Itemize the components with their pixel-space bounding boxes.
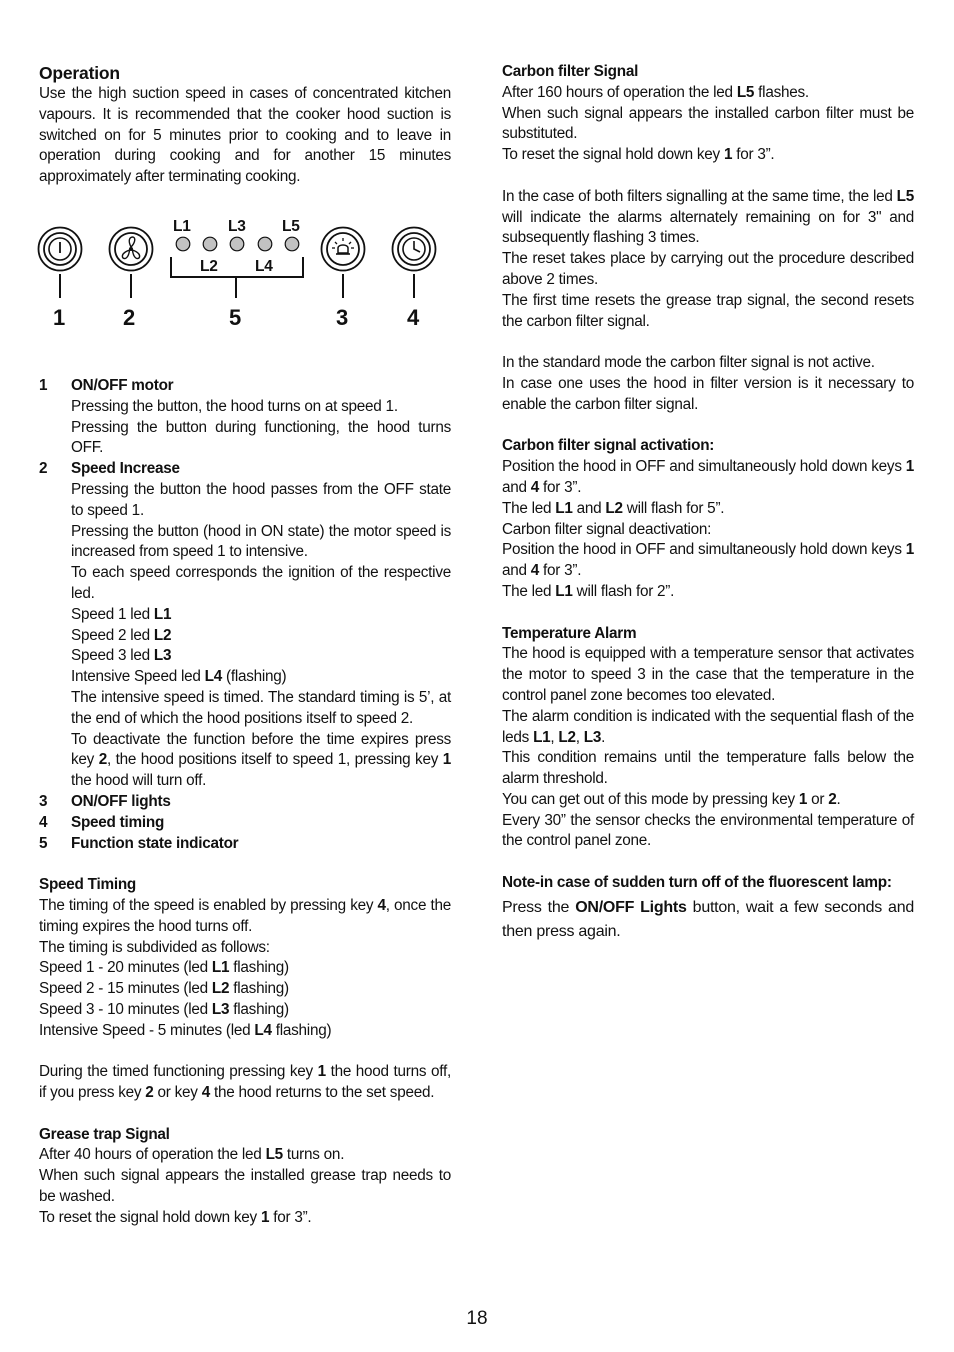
temperature-alarm-title: Temperature Alarm (502, 624, 637, 642)
grease-trap-title: Grease trap Signal (39, 1125, 170, 1143)
key-number-4: 4 (407, 304, 419, 330)
key-number-1: 1 (53, 304, 65, 330)
led-label-l3: L3 (228, 217, 246, 235)
clock-icon (393, 227, 436, 270)
list-item: 2 Speed Increase (39, 460, 180, 478)
control-panel-svg (37, 215, 453, 345)
speed-timing-title: Speed Timing (39, 876, 137, 894)
page-number: 18 (466, 1308, 488, 1329)
light-bulb-icon (322, 227, 365, 270)
control-panel-diagram (37, 215, 449, 345)
key-number-2: 2 (123, 304, 135, 330)
item1-description: Pressing the button, the hood turns on at speed 1. Pressing the button during functioning, the hood turns OFF. (71, 397, 451, 457)
led-label-l1: L1 (173, 217, 191, 235)
list-item: 3 ON/OFF lights (39, 792, 171, 810)
list-item: 5 Function state indicator (39, 834, 239, 852)
carbon-filter-title: Carbon filter Signal (502, 63, 639, 80)
left-column: Operation Use the high suction speed in cases of concentrated kitchen vapours. It is recommended that the cooker hood suction is switched on for 5 minutes prior to cooking and to leave in operation during cooking and for another 15 minutes approximately after terminating cooking. L1 L3 L5 L2 L4 1 2 5 3 4 1 ON/OFF motor Pressing the button, the hood turns on at speed 1. Pressing the button during functioning, the hood turns OFF. 2 Speed Increase Pressing the button the hood passes from the OFF state to speed 1. Pressing the button (hood in ON state) the motor speed is increased from speed 1 to intensive. To each speed corresponds the ignition of the respective led. Speed 1 led L1 Speed 2 led L2 Speed 3 led L3 Intensive Speed led L4 (flashing) The intensive speed is timed. The standard timing is 5’, at the end of which the hood positions itself to speed 2. To deactivate the function before the time expires press key 2, the hood positions itself to speed 1, pressing key 1 the hood will turn off. 3 ON/OFF lights 4 Speed timing 5 Function state indicator Speed Timing The timing of the speed is enabled by pressing key 4, once the timing expires the hood turns off. The timing is subdivided as follows: Speed 1 - 20 minutes (led L1 flashing) Speed 2 - 15 minutes (led L2 flashing) Speed 3 - 10 minutes (led L3 flashing) Intensive Speed - 5 minutes (led L4 flashing) During the timed functioning pressing key 1 the hood turns off, if you press key 2 or key 4 the hood returns to the set speed. Grease trap Signal After 40 hours of operation the led L5 turns on. When such signal appears the installed grease trap needs to be washed. To reset the signal hold down key 1 for 3”. (39, 63, 452, 1226)
item2-description: Pressing the button the hood passes from the OFF state to speed 1. Pressing the button (hood in ON state) the motor speed is increased from speed 1 to intensive. To each speed corresponds the ignition of the respective led. Speed 1 led L1 Speed 2 led L2 Speed 3 led L3 Intensive Speed led L4 (flashing) The intensive speed is timed. The standard timing is 5’, at the end of which the hood positions itself to speed 2. To deactivate the function before the time expires press key 2, the hood positions itself to speed 1, pressing key 1 the hood will turn off. (71, 480, 452, 790)
note-title: Note-in case of sudden turn off of the fluorescent lamp: (502, 874, 892, 892)
fan-icon (110, 227, 153, 270)
operation-body: Use the high suction speed in cases of concentrated kitchen vapours. It is recommended that the cooker hood suction is switched on for 5 minutes prior to cooking and to leave in operation during cooking and for another 15 minutes approximately after terminating cooking. (39, 85, 451, 186)
led-label-l5: L5 (282, 217, 300, 235)
list-item: 4 Speed timing (39, 813, 165, 831)
key-number-5: 5 (229, 304, 241, 330)
led-indicators (176, 237, 299, 251)
operation-title: Operation (39, 63, 120, 83)
speed-timing-body: The timing of the speed is enabled by pressing key 4, once the timing expires the hood turns off. (39, 896, 451, 935)
key-number-3: 3 (336, 304, 348, 330)
power-icon (39, 227, 82, 270)
led-label-l2: L2 (200, 257, 218, 275)
right-column: Carbon filter Signal After 160 hours of operation the led L5 flashes. When such signal appears the installed carbon filter must be substituted. To reset the signal hold down key 1 for 3”. In the case of both filters signalling at the same time, the led L5 will indicate the alarms alternately remaining on for 3" and subsequently flashing 3 times. The reset takes place by carrying out the procedure described above 2 times. The first time resets the grease trap signal, the second resets the carbon filter signal. In the standard mode the carbon filter signal is not active. In case one uses the hood in filter version is it necessary to enable the carbon filter signal. Carbon filter signal activation: Position the hood in OFF and simultaneously hold down keys 1 and 4 for 3”. The led L1 and L2 will flash for 5”. Carbon filter signal deactivation: Position the hood in OFF and simultaneously hold down keys 1 and 4 for 3”. The led L1 will flash for 2”. Temperature Alarm The hood is equipped with a temperature sensor that activates the motor to speed 3 in the case that the temperature in the control panel zone becomes too elevated. The alarm condition is indicated with the sequential flash of the leds L1, L2, L3. This condition remains until the temperature falls below the alarm threshold. You can get out of this mode by pressing key 1 or 2. Every 30” the sensor checks the environmental temperature of the control panel zone. Note-in case of sudden turn off of the fluorescent lamp: Press the ON/OFF Lights button, wait a few seconds and then press again. (502, 0, 914, 944)
carbon-activation-title: Carbon filter signal activation: (502, 437, 715, 455)
note-body: Press the ON/OFF Lights button, wait a few seconds and then press again. (502, 898, 914, 940)
led-label-l4: L4 (255, 257, 273, 275)
list-item: 1 ON/OFF motor (39, 376, 174, 394)
